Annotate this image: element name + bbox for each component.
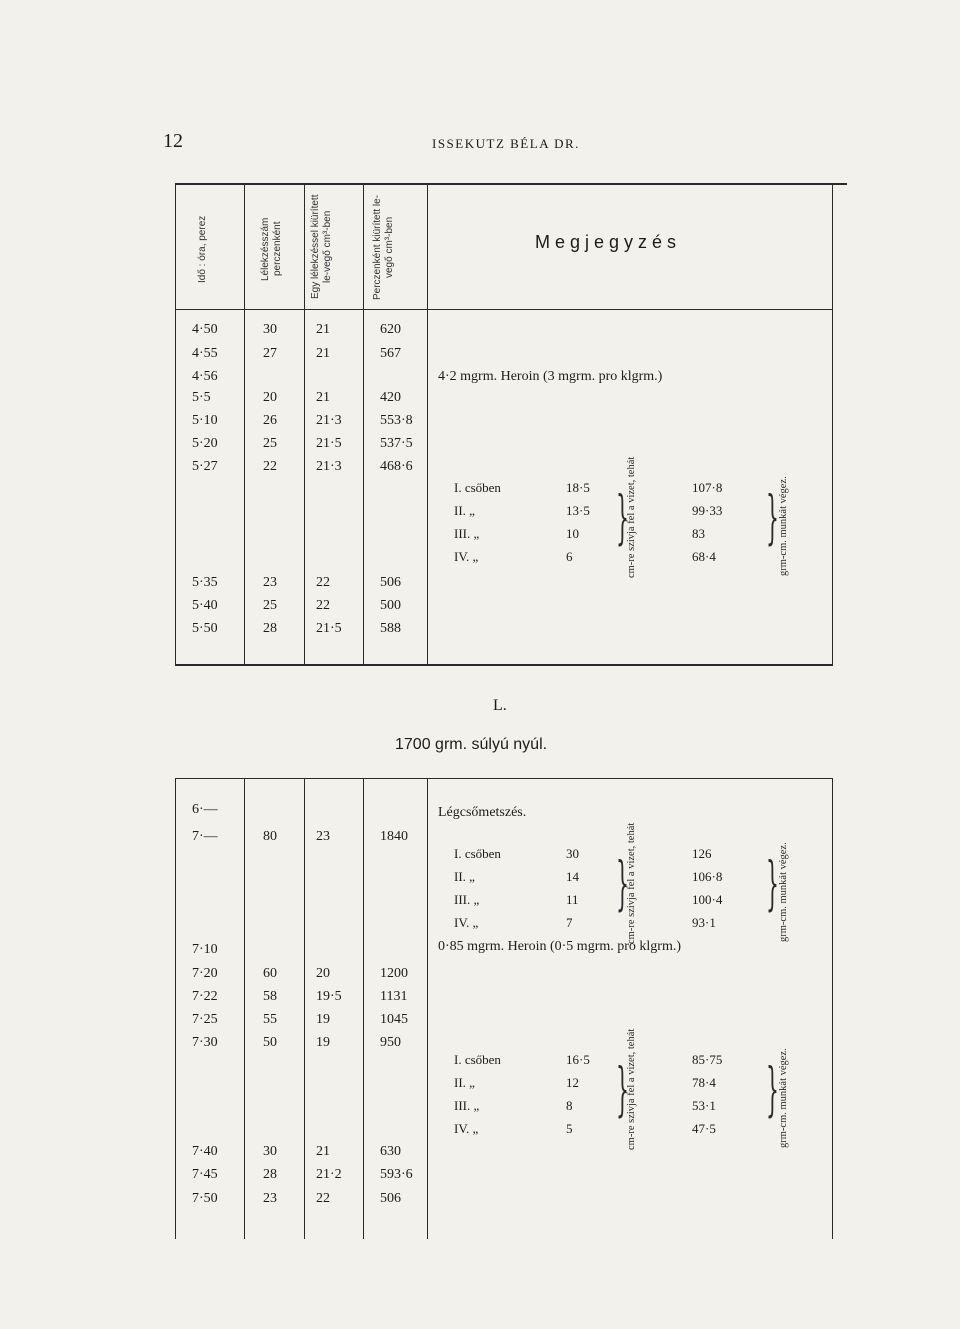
right-caption: grm-cm. munkát végez. xyxy=(778,842,789,942)
right-brace: } xyxy=(765,1055,779,1123)
cell-breaths: 25 xyxy=(263,436,277,451)
tube-work: 68·4 xyxy=(692,549,716,564)
cell-time: 7·25 xyxy=(192,1012,218,1027)
cell-time: 5·40 xyxy=(192,598,218,613)
cell-time: 7·30 xyxy=(192,1035,218,1050)
cell-breaths: 80 xyxy=(263,829,277,844)
col2-divider-1 xyxy=(244,779,245,1239)
cell-breaths: 30 xyxy=(263,322,277,337)
col2-divider-4 xyxy=(427,779,428,1239)
cell-time: 7·40 xyxy=(192,1144,218,1159)
col-divider-2 xyxy=(304,185,305,664)
col2-divider-3 xyxy=(363,779,364,1239)
tube-work: 107·8 xyxy=(692,480,723,495)
cell-breaths: 30 xyxy=(263,1144,277,1159)
cell-per-minute: 950 xyxy=(380,1035,401,1050)
cell-time: 4·55 xyxy=(192,346,218,361)
tube-label: II. „ xyxy=(454,1075,475,1090)
tube-label: I. csőben xyxy=(454,1052,501,1067)
cell-per-breath: 21 xyxy=(316,1144,330,1159)
right-brace: } xyxy=(765,483,779,551)
header-air-per-breath: Egy lélekzéssel kiürített le-vegő cm³-ben xyxy=(310,194,333,300)
cell-per-breath: 21 xyxy=(316,322,330,337)
cell-per-minute: 537·5 xyxy=(380,436,413,451)
left-brace: } xyxy=(615,1055,629,1123)
tube-value: 6 xyxy=(566,549,573,564)
cell-breaths: 60 xyxy=(263,966,277,981)
cell-per-minute: 420 xyxy=(380,390,401,405)
cell-per-breath: 22 xyxy=(316,575,330,590)
tube-label: III. „ xyxy=(454,1098,480,1113)
table-top-rule xyxy=(175,183,847,185)
cell-per-breath: 21·3 xyxy=(316,413,342,428)
cell-per-minute: 593·6 xyxy=(380,1167,413,1182)
tube-work: 78·4 xyxy=(692,1075,716,1090)
section-title: 1700 grm. súlyú nyúl. xyxy=(395,736,548,753)
cell-per-minute: 1840 xyxy=(380,829,408,844)
header-breath-count: Lélekzésszám perczenként xyxy=(260,217,283,281)
cell-time: 7·50 xyxy=(192,1191,218,1206)
tube-label: IV. „ xyxy=(454,1121,479,1136)
section-roman-numeral: L. xyxy=(493,697,507,714)
cell-per-minute: 567 xyxy=(380,346,401,361)
cell-breaths: 23 xyxy=(263,1191,277,1206)
cell-per-minute: 506 xyxy=(380,575,401,590)
tube-value: 13·5 xyxy=(566,503,590,518)
cell-time: 7·— xyxy=(192,829,218,844)
cell-per-breath: 23 xyxy=(316,829,330,844)
col2-divider-2 xyxy=(304,779,305,1239)
cell-breaths: 55 xyxy=(263,1012,277,1027)
cell-per-breath: 21·5 xyxy=(316,621,342,636)
left-caption: cm-re szivja fel a vizet, tehát xyxy=(626,456,637,578)
page-number: 12 xyxy=(163,130,183,152)
tube-label: IV. „ xyxy=(454,915,479,930)
cell-time: 7·45 xyxy=(192,1167,218,1182)
left-caption: cm-re szivja fel a vizet, tehát xyxy=(626,822,637,944)
cell-time: 4·56 xyxy=(192,369,218,384)
right-caption: grm-cm. munkát végez. xyxy=(778,476,789,576)
header-air-per-minute: Perczenként kiürített le-vegő cm³-ben xyxy=(372,194,395,300)
tube-label: IV. „ xyxy=(454,549,479,564)
cell-time: 5·20 xyxy=(192,436,218,451)
cell-per-breath: 20 xyxy=(316,966,330,981)
left-brace: } xyxy=(615,849,629,917)
tube-value: 30 xyxy=(566,846,579,861)
block1-bottom-rule xyxy=(175,664,833,666)
cell-breaths: 27 xyxy=(263,346,277,361)
tube-value: 7 xyxy=(566,915,573,930)
cell-per-breath: 19 xyxy=(316,1035,330,1050)
tube-work: 47·5 xyxy=(692,1121,716,1136)
tube-work: 53·1 xyxy=(692,1098,716,1113)
cell-breaths: 28 xyxy=(263,621,277,636)
cell-time: 7·20 xyxy=(192,966,218,981)
cell-time: 5·50 xyxy=(192,621,218,636)
block1-heroin-note: 4·2 mgrm. Heroin (3 mgrm. pro klgrm.) xyxy=(438,369,663,384)
col-divider-1 xyxy=(244,185,245,664)
cell-per-minute: 500 xyxy=(380,598,401,613)
tube-work: 100·4 xyxy=(692,892,723,907)
cell-per-breath: 19 xyxy=(316,1012,330,1027)
tube-work: 93·1 xyxy=(692,915,716,930)
col-divider-3 xyxy=(363,185,364,664)
right-caption: grm-cm. munkát végez. xyxy=(778,1048,789,1148)
tube-value: 10 xyxy=(566,526,579,541)
cell-breaths: 20 xyxy=(263,390,277,405)
cell-breaths: 26 xyxy=(263,413,277,428)
block2-tracheotomy-note: Légcsőmetszés. xyxy=(438,805,527,820)
cell-per-minute: 506 xyxy=(380,1191,401,1206)
cell-time: 5·35 xyxy=(192,575,218,590)
tube-label: I. csőben xyxy=(454,480,501,495)
cell-per-breath: 21 xyxy=(316,346,330,361)
cell-per-minute: 588 xyxy=(380,621,401,636)
cell-per-breath: 21·2 xyxy=(316,1167,342,1182)
cell-time: 7·10 xyxy=(192,942,218,957)
table-left-border xyxy=(175,185,176,664)
col-divider-4 xyxy=(427,185,428,664)
table2-left-border xyxy=(175,779,176,1239)
block2-heroin-note: 0·85 mgrm. Heroin (0·5 mgrm. pro klgrm.) xyxy=(438,939,682,954)
cell-breaths: 28 xyxy=(263,1167,277,1182)
cell-breaths: 50 xyxy=(263,1035,277,1050)
tube-value: 11 xyxy=(566,892,579,907)
cell-time: 6·— xyxy=(192,802,218,817)
cell-per-minute: 1200 xyxy=(380,966,408,981)
header-time: Idő : óra, perez xyxy=(197,215,208,283)
tube-value: 16·5 xyxy=(566,1052,590,1067)
cell-per-minute: 553·8 xyxy=(380,413,413,428)
tube-work: 85·75 xyxy=(692,1052,723,1067)
tube-value: 18·5 xyxy=(566,480,590,495)
cell-per-minute: 468·6 xyxy=(380,459,413,474)
tube-value: 8 xyxy=(566,1098,573,1113)
cell-per-breath: 19·5 xyxy=(316,989,342,1004)
cell-time: 5·27 xyxy=(192,459,218,474)
tube-label: II. „ xyxy=(454,503,475,518)
cell-per-breath: 21·5 xyxy=(316,436,342,451)
tube-work: 106·8 xyxy=(692,869,723,884)
table2-right-border xyxy=(832,779,833,1239)
tube-value: 14 xyxy=(566,869,579,884)
cell-per-minute: 1131 xyxy=(380,989,408,1004)
cell-breaths: 22 xyxy=(263,459,277,474)
tube-work: 99·33 xyxy=(692,503,723,518)
cell-time: 4·50 xyxy=(192,322,218,337)
right-brace: } xyxy=(765,849,779,917)
cell-time: 7·22 xyxy=(192,989,218,1004)
tube-label: II. „ xyxy=(454,869,475,884)
cell-per-minute: 1045 xyxy=(380,1012,408,1027)
tube-label: I. csőben xyxy=(454,846,501,861)
header-bottom-rule xyxy=(175,309,833,310)
cell-per-minute: 620 xyxy=(380,322,401,337)
tube-work: 126 xyxy=(692,846,712,861)
cell-per-minute: 630 xyxy=(380,1144,401,1159)
cell-breaths: 23 xyxy=(263,575,277,590)
tube-value: 5 xyxy=(566,1121,573,1136)
cell-time: 5·5 xyxy=(192,390,211,405)
cell-time: 5·10 xyxy=(192,413,218,428)
cell-breaths: 58 xyxy=(263,989,277,1004)
cell-per-breath: 21·3 xyxy=(316,459,342,474)
cell-per-breath: 22 xyxy=(316,1191,330,1206)
table-right-border xyxy=(832,185,833,664)
tube-label: III. „ xyxy=(454,892,480,907)
left-caption: cm-re szivja fel a vizet, tehát xyxy=(626,1028,637,1150)
tube-value: 12 xyxy=(566,1075,579,1090)
cell-per-breath: 21 xyxy=(316,390,330,405)
tube-work: 83 xyxy=(692,526,705,541)
cell-breaths: 25 xyxy=(263,598,277,613)
header-remarks: Megjegyzés xyxy=(535,232,682,252)
block2-top-rule xyxy=(175,778,833,779)
running-head: ISSEKUTZ BÉLA DR. xyxy=(432,136,580,151)
left-brace: } xyxy=(615,483,629,551)
tube-label: III. „ xyxy=(454,526,480,541)
cell-per-breath: 22 xyxy=(316,598,330,613)
